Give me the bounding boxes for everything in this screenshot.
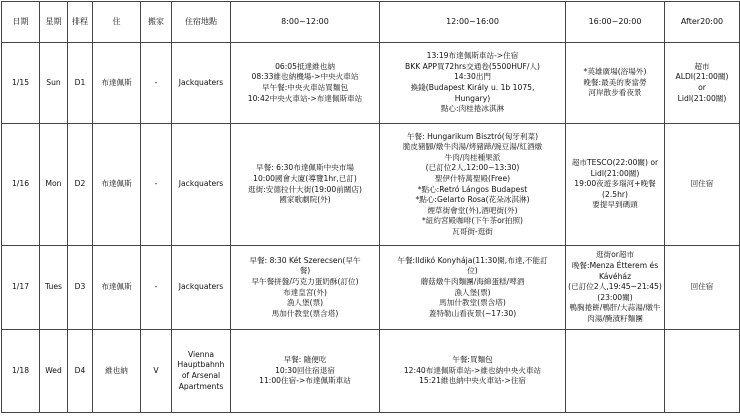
schedule-line: 漁人堡(票): [454, 287, 491, 297]
schedule-line: 河岸散步看夜景: [588, 88, 642, 98]
move-cell: -: [141, 124, 172, 246]
schedule-line: 19:00夜遊多瑙河+晚餐: [574, 179, 656, 189]
schedule-line: 08:33維也納機場->中央火車站: [251, 72, 359, 82]
move-cell: V: [141, 330, 172, 413]
schedule-line: 超市: [694, 61, 710, 71]
schedule-line: ALDI(21:00關): [675, 72, 729, 82]
schedule-line: 早餐: 6:30布達佩斯中央市場: [256, 163, 354, 173]
schedule-line: 脆皮豬腳/燉牛肉湯/烤豬蹄/豌豆湯/紅酒燉: [402, 142, 543, 152]
schedule-line: 12:40布達佩斯車站->維也納中央火車站: [403, 365, 542, 375]
evening-cell: [566, 43, 665, 124]
schedule-line: Lidl(21:00關): [677, 93, 727, 103]
schedule-line: 午餐: Hungarikum Bisztró(匈牙利菜): [406, 131, 539, 141]
city-cell: 布達佩斯: [93, 124, 141, 246]
schedule-line: 牛肉/肉桂種果派: [444, 152, 501, 162]
schedule-line: 鴨胸捲餅/鴨肝/大蒜湯/燉牛: [569, 303, 661, 313]
schedule-line: 晚餐:最美的麥當勞: [583, 77, 647, 87]
column-header: 星期: [40, 2, 68, 43]
schedule-line: 餐): [299, 266, 311, 276]
schedule-line: (2.5hr): [602, 189, 628, 199]
schedule-line: 點心:肉桂捲冰淇淋: [440, 104, 505, 114]
column-header: 12:00~16:00: [380, 2, 566, 43]
schedule-line: Hungary): [454, 93, 491, 103]
schedule-line: *點心:Gelarto Rosa(花朵冰淇淋): [415, 195, 530, 205]
column-header: 排程: [68, 2, 93, 43]
city-cell: 維也納: [93, 330, 141, 413]
schedule-line: 午餐:Ildikó Konyhája(11:30開,布達,不能訂: [397, 255, 548, 265]
night-cell: [665, 330, 740, 413]
schedule-line: (已訂位2人,12:00~13:30): [425, 163, 520, 173]
lodging-cell: Vienna Hauptbahnh of Arsenal Apartments: [172, 330, 231, 413]
table-body: [2, 43, 740, 413]
city-cell: 布達佩斯: [93, 246, 141, 330]
schedule-line: 逛街or超市: [595, 250, 635, 260]
schedule-row: [2, 124, 740, 246]
schedule-line: 午餐:買麵包: [452, 355, 493, 365]
date-cell: 1/15: [2, 43, 40, 124]
morning-cell: [231, 246, 380, 330]
column-header: 日期: [2, 2, 40, 43]
night-cell: [665, 246, 740, 330]
morning-cell: [231, 330, 380, 413]
evening-cell: [566, 124, 665, 246]
schedule-line: 位): [467, 266, 478, 276]
schedule-line: 馬加什教堂(票含塔): [271, 308, 339, 318]
schedule-line: 超市TESCO(22:00關) or: [571, 158, 659, 168]
day-cell: D3: [68, 246, 93, 330]
schedule-line: *點心:Retró Lángos Budapest: [417, 184, 528, 194]
schedule-line: 逛街:安德拉什大街(19:00前關店): [248, 184, 362, 194]
date-cell: 1/16: [2, 124, 40, 246]
night-cell: [665, 124, 740, 246]
schedule-line: 晚餐:Menza Étterem és: [571, 261, 659, 271]
schedule-line: 早餐: 隨便吃: [283, 355, 327, 365]
schedule-line: 國家歌劇院(外): [279, 195, 331, 205]
schedule-line: 瓦哥街-逛街: [452, 226, 493, 236]
schedule-line: 聖伊什特萬聖殿(Free): [434, 173, 511, 183]
schedule-line: (23:00關): [597, 292, 633, 302]
schedule-line: 煙草街會堂(外),酒吧街(外): [427, 205, 518, 215]
schedule-line: 肉湯/醃漬籽麵團: [587, 313, 643, 323]
schedule-line: 10:30回住宿退宿: [275, 365, 335, 375]
schedule-line: or: [698, 83, 706, 92]
morning-cell: [231, 43, 380, 124]
schedule-line: *英雄廣場(浴場外): [583, 67, 647, 77]
day-cell: D4: [68, 330, 93, 413]
afternoon-cell: [380, 43, 566, 124]
schedule-line: 11:00住宿->布達佩斯車站: [259, 376, 351, 386]
schedule-line: 蓋特勒山看夜景(~17:30): [428, 308, 517, 318]
schedule-line: 布達皇宮(外): [283, 287, 327, 297]
city-cell: 布達佩斯: [93, 43, 141, 124]
day-cell: D1: [68, 43, 93, 124]
weekday-cell: Mon: [40, 124, 68, 246]
schedule-line: 回住宿: [690, 282, 714, 292]
weekday-cell: Wed: [40, 330, 68, 413]
schedule-line: 13:19布達佩斯車站->住宿: [426, 51, 519, 61]
evening-cell: [566, 330, 665, 413]
weekday-cell: Tues: [40, 246, 68, 330]
day-cell: D2: [68, 124, 93, 246]
schedule-line: *紐約宮殿咖啡(下午茶or拍照): [421, 216, 524, 226]
schedule-line: Kávéház: [598, 271, 632, 281]
schedule-row: [2, 246, 740, 330]
schedule-line: 換錢(Budapest Király u. 1b 1075,: [410, 83, 535, 92]
schedule-row: [2, 43, 740, 124]
itinerary-table: [1, 1, 740, 413]
night-cell: [665, 43, 740, 124]
date-cell: 1/17: [2, 246, 40, 330]
schedule-line: 漁人堡(票): [286, 298, 324, 308]
move-cell: -: [141, 43, 172, 124]
schedule-line: 早餐: 8:30 Két Szerecsen(早午: [249, 255, 361, 265]
header-row: [2, 2, 740, 43]
schedule-line: Lidl(21:00關): [590, 168, 640, 178]
column-header: 搬家: [141, 2, 172, 43]
schedule-line: 回住宿: [690, 179, 714, 189]
column-header: 住宿地點: [172, 2, 231, 43]
schedule-line: 蘑菇燉牛肉麵團/海綿蛋糕/啤酒: [420, 276, 525, 286]
schedule-row: [2, 330, 740, 413]
schedule-line: 15:21維也納中央火車站->住宿: [419, 376, 526, 386]
column-header: 16:00~20:00: [566, 2, 665, 43]
schedule-line: 要提早到碼頭: [592, 200, 638, 210]
lodging-cell: Jackquaters: [172, 246, 231, 330]
afternoon-cell: [380, 124, 566, 246]
schedule-line: 14:30出門: [453, 72, 492, 82]
schedule-line: 06:05抵達維也納: [275, 61, 335, 71]
schedule-line: 早午餐拼盤/巧克力蛋奶酥(訂位): [251, 276, 359, 286]
move-cell: -: [141, 246, 172, 330]
column-header: 住: [93, 2, 141, 43]
afternoon-cell: [380, 246, 566, 330]
schedule-line: 早午餐:中央火車站買麵包: [261, 83, 349, 92]
column-header: 8:00~12:00: [231, 2, 380, 43]
lodging-cell: Jackquaters: [172, 124, 231, 246]
afternoon-cell: [380, 330, 566, 413]
schedule-line: 10:42中央火車站->布達佩斯車站: [247, 93, 363, 103]
schedule-line: (已訂位2人,19:45~21:45): [568, 282, 662, 292]
column-header: After20:00: [665, 2, 740, 43]
evening-cell: [566, 246, 665, 330]
morning-cell: [231, 124, 380, 246]
lodging-cell: Jackquaters: [172, 43, 231, 124]
schedule-line: 10:00國會大廈(導覽1hr,已訂): [253, 173, 357, 183]
schedule-line: 馬加什教堂(票含塔): [439, 298, 506, 308]
date-cell: 1/18: [2, 330, 40, 413]
schedule-line: BKK APP買72hrs交通卷(5500HUF/人): [405, 61, 540, 71]
weekday-cell: Sun: [40, 43, 68, 124]
